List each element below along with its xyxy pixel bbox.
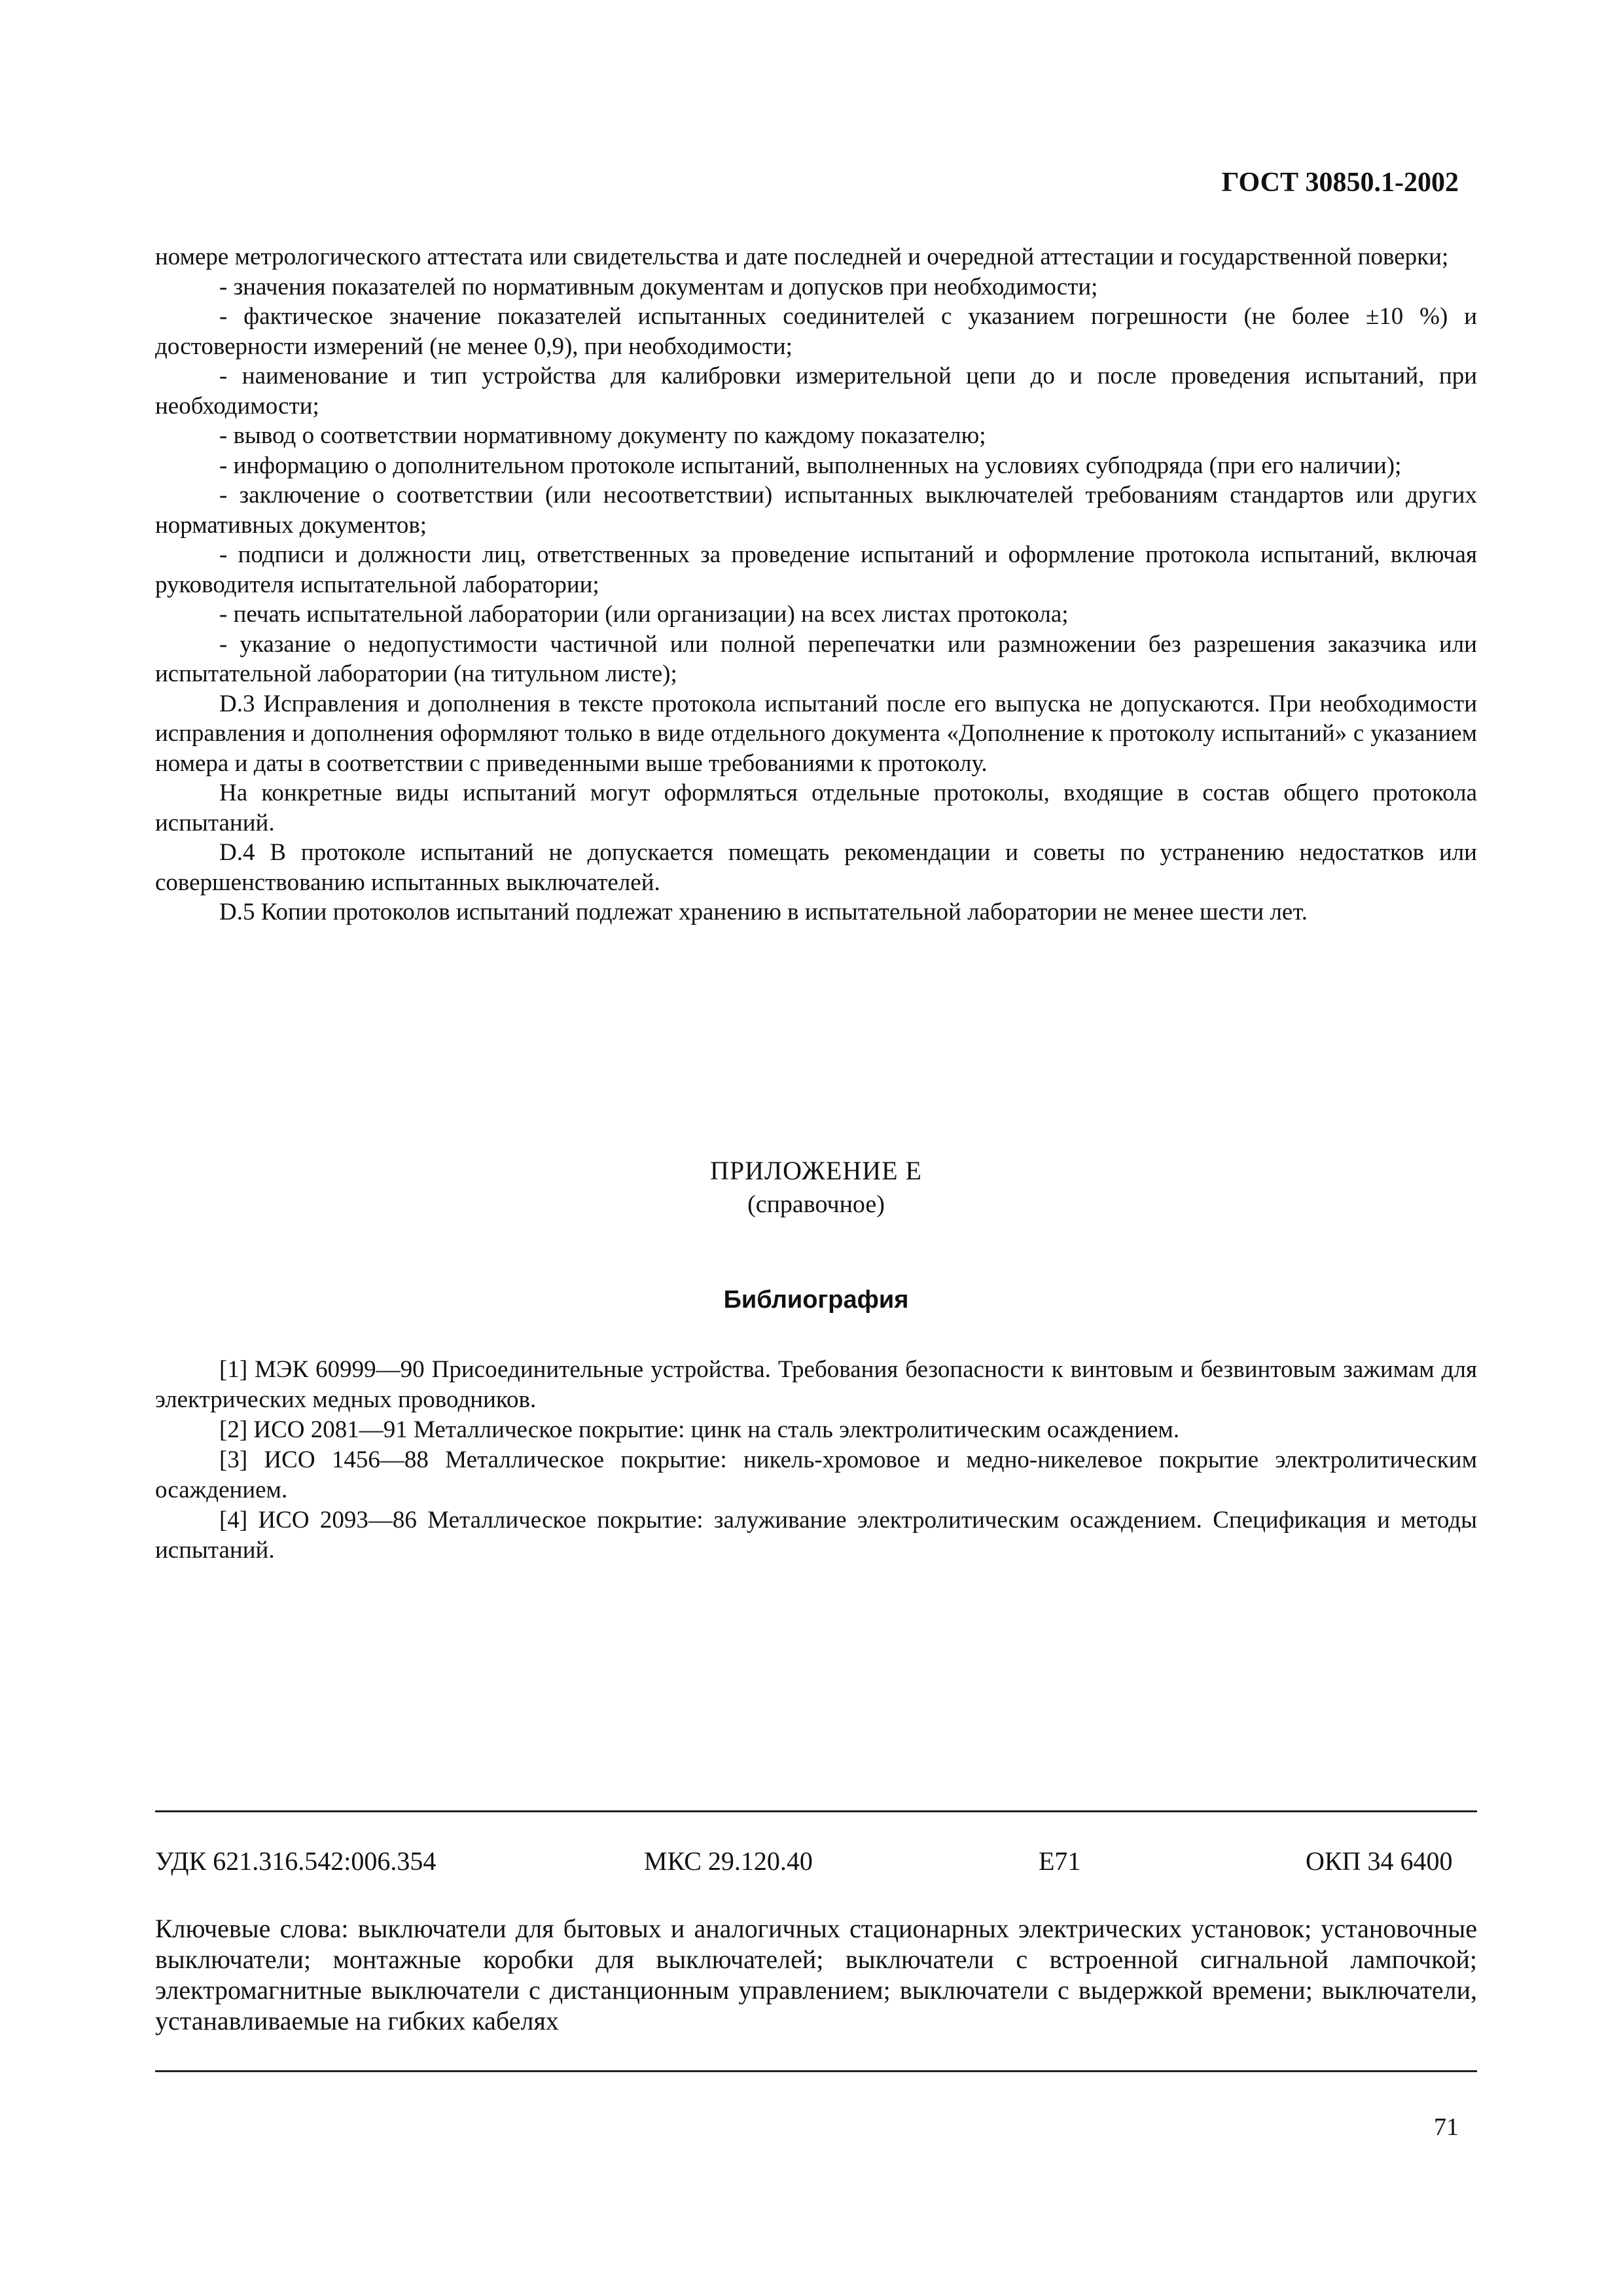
list-item: - вывод о соответствии нормативному документу по каждому показателю; — [219, 422, 986, 449]
classification-codes — [155, 1846, 1490, 1878]
appendix-subtitle: (справочное) — [747, 1191, 885, 1218]
clause-d3: D.3 Исправления и дополнения в тексте протокола испытаний после его выпуска не допускаются. При необходимости исправления и дополнения оформляют только в виде отдельного документа «Дополнение к протоколу испытаний» с указанием номера и даты в соответствии с приведенными выше требованиями к протоколу. — [155, 690, 1477, 777]
udk-code: УДК 621.316.542:006.354 — [155, 1846, 437, 1876]
bibliography-item: [3] ИСО 1456—88 Металлическое покрытие: никель-хромовое и медно-никелевое покрытие электролитическим осаждением. — [155, 1446, 1477, 1503]
main-text — [155, 242, 1477, 927]
list-item: - печать испытательной лаборатории (или организации) на всех листах протокола; — [219, 601, 1069, 628]
footer-top-divider — [155, 1810, 1477, 1812]
bibliography-item: [2] ИСО 2081—91 Металлическое покрытие: цинк на сталь электролитическим осаждением. — [219, 1416, 1180, 1443]
paragraph: На конкретные виды испытаний могут оформляться отдельные протоколы, входящие в состав общего протокола испытаний. — [155, 780, 1477, 836]
list-item: - указание о недопустимости частичной или полной перепечатки или размножении без разрешения заказчика или испытательной лаборатории (на титульном листе); — [155, 630, 1477, 687]
e-code: Е71 — [1039, 1846, 1081, 1876]
list-item: - подписи и должности лиц, ответственных за проведение испытаний и оформление протокола испытаний, включая руководителя испытательной лаборатории; — [155, 541, 1477, 598]
okp-code: ОКП 34 6400 — [1306, 1846, 1453, 1876]
clause-d5: D.5 Копии протоколов испытаний подлежат хранению в испытательной лаборатории не менее шести лет. — [219, 899, 1308, 925]
bibliography-item: [1] МЭК 60999—90 Присоединительные устройства. Требования безопасности к винтовым и безвинтовым зажимам для электрических медных проводников. — [155, 1356, 1477, 1413]
bibliography-list — [155, 1355, 1477, 1566]
document-code: ГОСТ 30850.1-2002 — [1221, 168, 1459, 198]
page-number: 71 — [1434, 2113, 1459, 2141]
clause-d4: D.4 В протоколе испытаний не допускается помещать рекомендации и советы по устранению недостатков или совершенствованию испытанных выключателей. — [155, 839, 1477, 896]
list-item: - значения показателей по нормативным документам и допусков при необходимости; — [219, 273, 1098, 300]
mks-code: МКС 29.120.40 — [644, 1846, 813, 1876]
list-item: - заключение о соответствии (или несоответствии) испытанных выключателей требованиям стандартов или других нормативных документов; — [155, 482, 1477, 539]
list-item: - фактическое значение показателей испытанных соединителей с указанием погрешности (не более ±10 %) и достоверности измерений (не менее 0,9), при необходимости; — [155, 303, 1477, 360]
list-item: - информацию о дополнительном протоколе испытаний, выполненных на условиях субподряда (при его наличии); — [219, 452, 1402, 479]
appendix-title: ПРИЛОЖЕНИЕ Е — [710, 1156, 922, 1185]
footer-bottom-divider — [155, 2070, 1477, 2072]
bibliography-title: Библиография — [723, 1286, 909, 1314]
list-item: - наименование и тип устройства для калибровки измерительной цепи до и после проведения испытаний, при необходимости; — [155, 363, 1477, 420]
keywords: Ключевые слова: выключатели для бытовых и аналогичных стационарных электрических установок; установочные выключатели; монтажные коробки для выключателей; выключатели с встроенной сигнальной лампочкой; электромагнитные выключатели с дистанционным управлением; выключатели с выдержкой времени; выключатели, устанавливаемые на гибких кабелях — [155, 1914, 1477, 2036]
paragraph: номере метрологического аттестата или свидетельства и дате последней и очередной аттестации и государственной поверки; — [155, 243, 1449, 270]
bibliography-item: [4] ИСО 2093—86 Металлическое покрытие: залуживание электролитическим осаждением. Спецификация и методы испытаний. — [155, 1507, 1477, 1564]
